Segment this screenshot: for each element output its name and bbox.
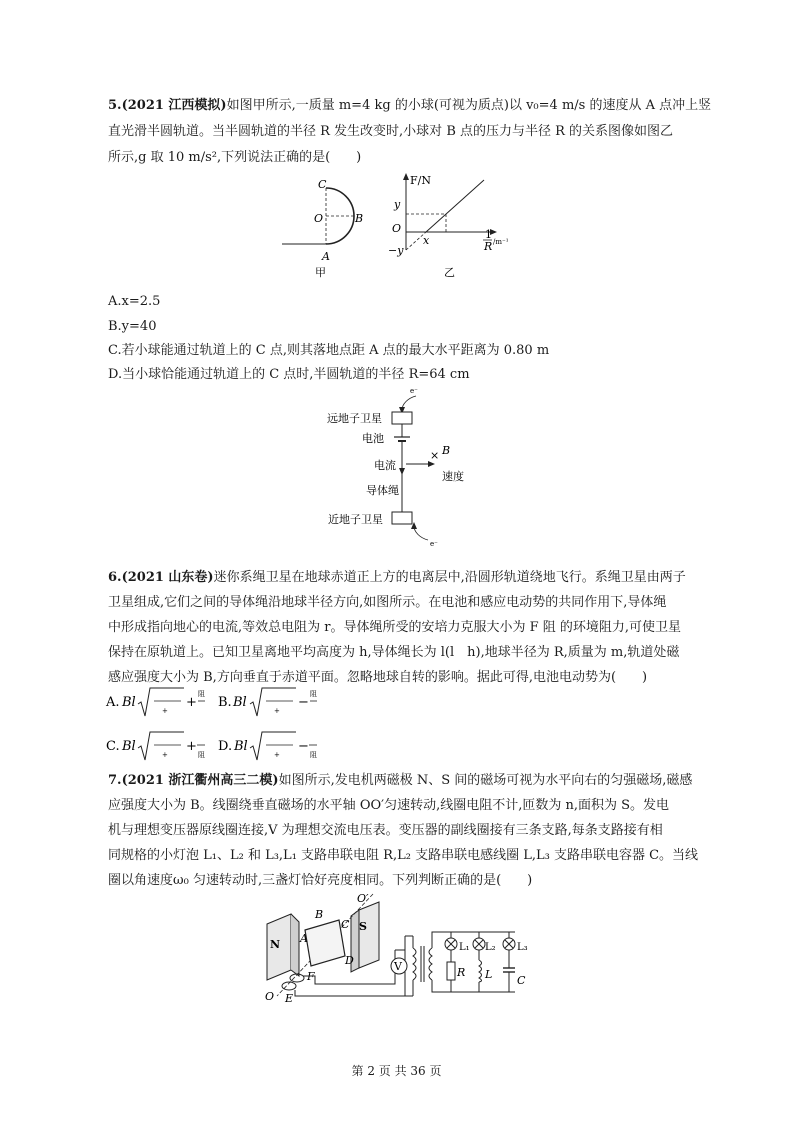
near-satellite-box	[392, 512, 412, 524]
point-o-label: O	[314, 212, 324, 225]
x-axis-label-num: 1	[485, 228, 492, 241]
electron-bottom-label: e⁻	[430, 540, 438, 548]
current-label: 电流	[374, 459, 396, 472]
option-operator: +	[186, 695, 197, 710]
option-bl: Bl	[233, 695, 247, 710]
near-satellite-label: 近地子卫星	[328, 513, 383, 526]
brush-e-label: E	[285, 992, 294, 1005]
question-text-line: 圈以角速度ω₀ 匀速转动时,三盏灯恰好亮度相同。下列判断正确的是( )	[108, 873, 533, 888]
battery-label: 电池	[362, 432, 384, 445]
option-bl: Bl	[122, 695, 136, 710]
q6-option-d	[218, 728, 318, 766]
question-text-line: 机与理想变压器原线圈连接,V 为理想交流电压表。变压器的副线圈接有三条支路,每条支路接有相	[108, 823, 663, 838]
question-source: (2021 山东卷)	[121, 570, 214, 585]
question-number: 6	[108, 570, 118, 585]
velocity-label: 速度	[442, 470, 464, 483]
y-axis-label: F/N	[410, 174, 431, 187]
q6-option-a	[106, 684, 206, 722]
coil-d-label: D	[345, 954, 354, 967]
question-source: (2021 浙江衢州高三二模)	[121, 773, 279, 788]
question-number: 7	[108, 773, 118, 788]
inner-operator: +	[162, 751, 168, 759]
figure-jia	[270, 172, 380, 282]
lamp-l1-label: L₁	[459, 942, 470, 953]
question-text-line: 直光滑半圆轨道。当半圆轨道的半径 R 发生改变时,小球对 B 点的压力与半径 R 的关系图像如图乙	[108, 124, 674, 139]
question-number: 5	[108, 98, 118, 113]
question-source: (2021 江西模拟)	[121, 98, 227, 113]
inner-operator: +	[274, 751, 280, 759]
option-operator: +	[186, 739, 197, 754]
page-footer: 第 2 页 共 36 页	[351, 1064, 442, 1078]
inductor-l	[479, 960, 482, 982]
figure-yi	[388, 170, 528, 282]
x-intercept-label: x	[423, 234, 430, 247]
option-b: B.y=40	[108, 319, 157, 334]
coil	[305, 920, 345, 966]
resistor-r-label: R	[457, 966, 466, 979]
question-text-line: 卫星组成,它们之间的导体绳沿地球半径方向,如图所示。在电池和感应电动势的共同作用下,导体绳	[108, 595, 667, 610]
question-text-line: 如图所示,发电机两磁极 N、S 间的磁场可视为水平向右的匀强磁场,磁感	[278, 773, 693, 788]
primary-coil	[413, 948, 416, 980]
point-b-label: B	[355, 212, 364, 225]
x-axis-label-unit: /m⁻¹	[493, 238, 509, 246]
n-pole-label: N	[270, 938, 281, 951]
coil-c-label: C	[341, 918, 350, 931]
figure-caption: 乙	[444, 266, 455, 279]
b-field-label: B	[442, 444, 451, 457]
brush-f-label: F	[307, 970, 315, 983]
question-text-line: 感应强度大小为 B,方向垂直于赤道平面。忽略地球自转的影响。据此可得,电池电动势为( )	[108, 670, 648, 685]
point-a-label: A	[322, 250, 330, 263]
tether-satellite-figure	[327, 384, 490, 554]
capacitor-c-label: C	[517, 974, 526, 987]
axis-top-label: O′	[357, 892, 369, 905]
coil-b-label: B	[315, 908, 324, 921]
y-tick-label: y	[394, 198, 401, 211]
subscript-zu: 阻	[310, 690, 317, 698]
option-c: C.若小球能通过轨道上的 C 点,则其落地点距 A 点的最大水平距离为 0.80 m	[108, 343, 550, 358]
option-label: B.	[218, 695, 232, 710]
subscript-zu: 阻	[310, 751, 317, 759]
option-label: A.	[106, 695, 120, 710]
option-operator: −	[298, 695, 309, 710]
origin-label: O	[392, 222, 402, 235]
lamp-l2-label: L₂	[485, 942, 496, 953]
q6-option-c	[106, 728, 206, 766]
s-pole-label: S	[359, 920, 367, 933]
s-pole-magnet	[359, 902, 379, 968]
inner-operator: +	[162, 707, 168, 715]
option-bl: Bl	[234, 739, 248, 754]
inductor-l-label: L	[485, 968, 493, 981]
option-d: D.当小球恰能通过轨道上的 C 点时,半圆轨道的半径 R=64 cm	[108, 367, 470, 382]
subscript-zu: 阻	[198, 690, 205, 698]
lamp-l3-label: L₃	[517, 942, 528, 953]
question-text-line: 迷你系绳卫星在地球赤道正上方的电离层中,沿圆形轨道绕地飞行。系绳卫星由两子	[213, 570, 686, 585]
electron-top-label: e⁻	[410, 387, 418, 395]
question-text-line: 中形成指向地心的电流,等效总电阻为 r。导体绳所受的安培力克服大小为 F 阻 的环境阻力,可使卫星	[108, 620, 682, 635]
question-text-line: 如图甲所示,一质量 m=4 kg 的小球(可视为质点)以 v₀=4 m/s 的速度从 A 点冲上竖	[226, 98, 712, 113]
question-text-line: 保持在原轨道上。已知卫星离地平均高度为 h,导体绳长为 l(l h),地球半径为 R,质量为 m,轨道处磁	[108, 645, 680, 660]
neg-y-label: −y	[388, 244, 404, 257]
far-satellite-label: 远地子卫星	[327, 412, 382, 425]
axis-bottom-label: O	[265, 990, 275, 1003]
option-operator: −	[298, 739, 309, 754]
question-text-line: 所示,g 取 10 m/s²,下列说法正确的是( )	[108, 150, 362, 165]
option-bl: Bl	[122, 739, 136, 754]
voltmeter-label: V	[394, 960, 402, 973]
question-text-line: 同规格的小灯泡 L₁、L₂ 和 L₃,L₁ 支路串联电阻 R,L₂ 支路串联电感线圈 L,L₃ 支路串联电容器 C。当线	[108, 848, 699, 863]
subscript-zu: 阻	[198, 751, 205, 759]
figure-caption: 甲	[315, 266, 326, 279]
coil-a-label: A	[300, 932, 308, 945]
q6-option-b	[218, 684, 318, 722]
option-label: D.	[218, 739, 233, 754]
secondary-coil	[429, 948, 432, 980]
resistor-r	[447, 962, 455, 980]
question-text-line: 应强度大小为 B。线圈绕垂直磁场的水平轴 OO′匀速转动,线圈电阻不计,匝数为 n,面积为 S。发电	[108, 798, 670, 813]
x-axis-label-den: R	[484, 240, 493, 253]
point-c-label: C	[318, 178, 327, 191]
inner-operator: +	[274, 707, 280, 715]
far-satellite-box	[392, 412, 412, 424]
generator-circuit-figure	[255, 892, 540, 1004]
option-a: A.x=2.5	[108, 294, 161, 309]
tether-label: 导体绳	[366, 484, 399, 497]
option-label: C.	[106, 739, 120, 754]
b-field-cross: ×	[430, 449, 440, 462]
